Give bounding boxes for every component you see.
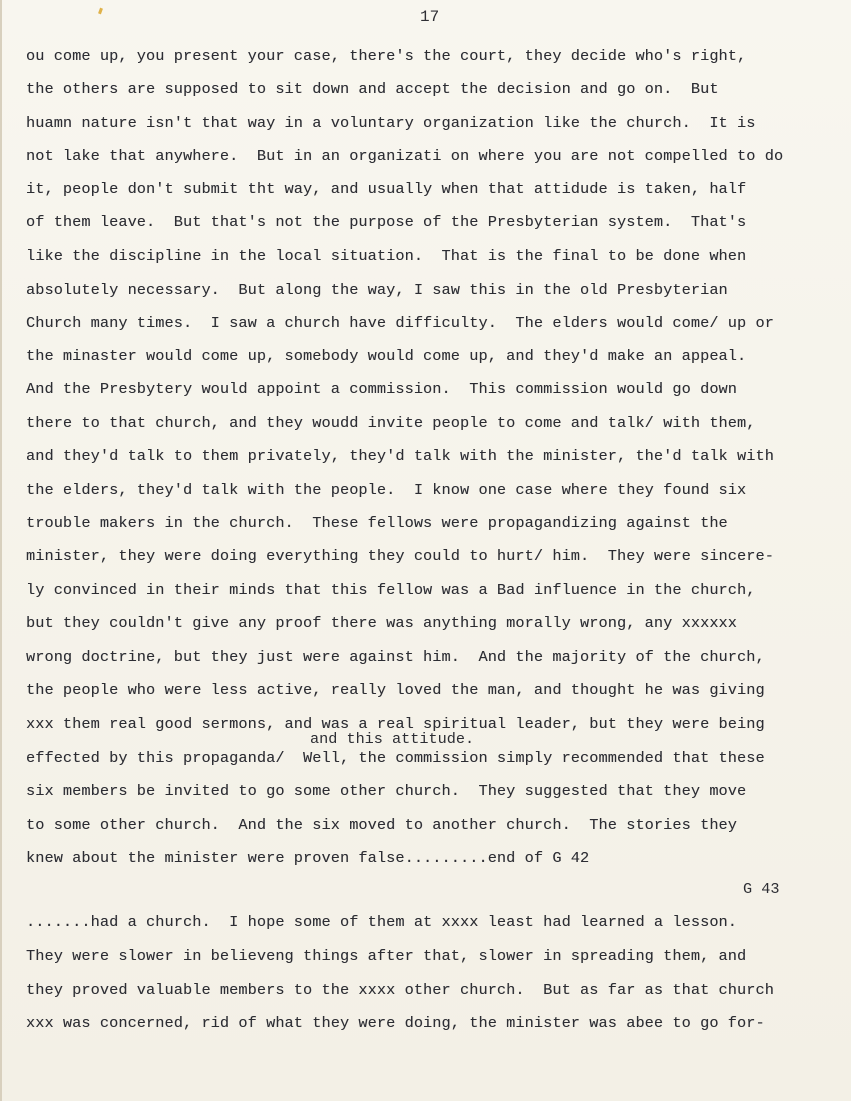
text-line: not lake that anywhere. But in an organizati on where you are not compelled to do [26, 147, 784, 165]
text-line: of them leave. But that's not the purpose of the Presbyterian system. That's [26, 213, 747, 231]
text-line: .......had a church. I hope some of them at xxxx least had learned a lesson. [26, 913, 738, 931]
text-line: and they'd talk to them privately, they'd talk with the minister, the'd talk with [26, 447, 774, 465]
section-marker: G 43 [743, 880, 780, 898]
text-line: And the Presbytery would appoint a commission. This commission would go down [26, 380, 738, 398]
text-line: trouble makers in the church. These fellows were propagandizing against the [26, 514, 728, 532]
text-line: wrong doctrine, but they just were against him. And the majority of the church, [26, 648, 765, 666]
text-line: to some other church. And the six moved to another church. The stories they [26, 816, 738, 834]
text-line: knew about the minister were proven false.........end of G 42 [26, 849, 590, 867]
text-line: like the discipline in the local situation. That is the final to be done when [26, 247, 747, 265]
text-line: it, people don't submit tht way, and usually when that attidude is taken, half [26, 180, 747, 198]
interlinear-insert: and this attitude. [310, 730, 475, 748]
text-line: but they couldn't give any proof there was anything morally wrong, any xxxxxx [26, 614, 738, 632]
typed-text-block [2, 0, 851, 1101]
text-line: there to that church, and they woudd invite people to come and talk/ with them, [26, 414, 756, 432]
text-line: the others are supposed to sit down and accept the decision and go on. But [26, 80, 719, 98]
text-line: Church many times. I saw a church have difficulty. The elders would come/ up or [26, 314, 774, 332]
text-line: They were slower in believeng things after that, slower in spreading them, and [26, 947, 747, 965]
text-line: xxx them real good sermons, and was a real spiritual leader, but they were being [26, 715, 765, 733]
text-line: effected by this propaganda/ Well, the commission simply recommended that these [26, 749, 765, 767]
text-line: minister, they were doing everything they could to hurt/ him. They were sincere- [26, 547, 774, 565]
page-number: 17 [420, 8, 440, 26]
text-line: the people who were less active, really loved the man, and thought he was giving [26, 681, 765, 699]
text-line: absolutely necessary. But along the way, I saw this in the old Presbyterian [26, 281, 728, 299]
text-line: they proved valuable members to the xxxx other church. But as far as that church [26, 981, 774, 999]
text-line: six members be invited to go some other church. They suggested that they move [26, 782, 747, 800]
text-line: huamn nature isn't that way in a voluntary organization like the church. It is [26, 114, 756, 132]
text-line: ou come up, you present your case, there's the court, they decide who's right, [26, 47, 747, 65]
text-line: xxx was concerned, rid of what they were doing, the minister was abee to go for- [26, 1014, 765, 1032]
text-line: the elders, they'd talk with the people. I know one case where they found six [26, 481, 747, 499]
text-line: ly convinced in their minds that this fellow was a Bad influence in the church, [26, 581, 756, 599]
text-line: the minaster would come up, somebody would come up, and they'd make an appeal. [26, 347, 747, 365]
